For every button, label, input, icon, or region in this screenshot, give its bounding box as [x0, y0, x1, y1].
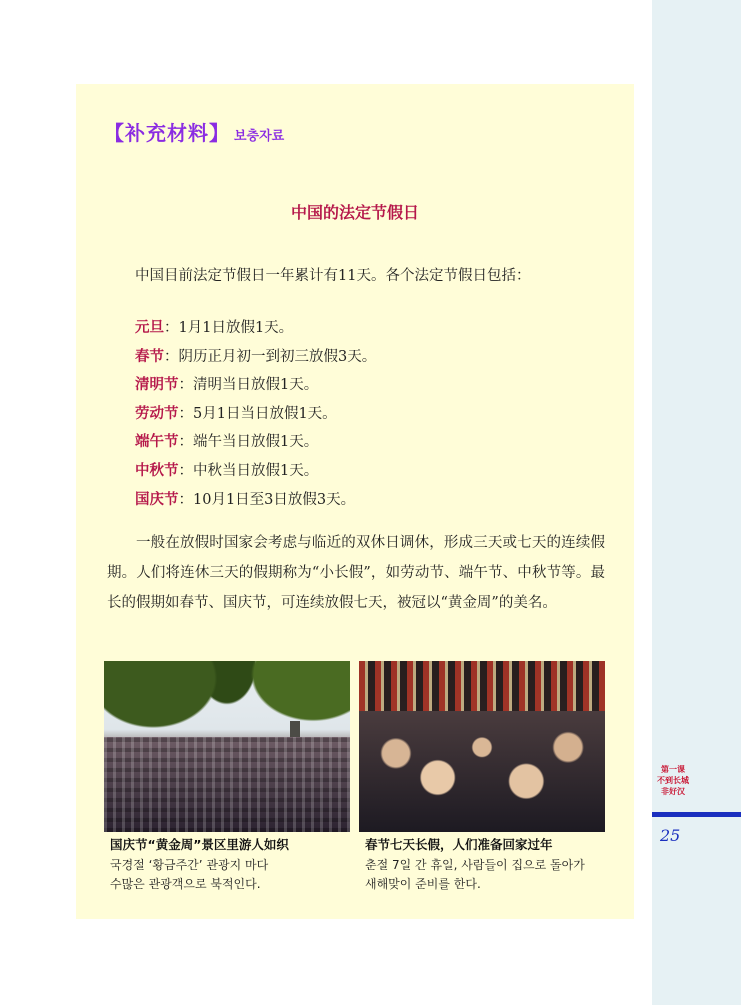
holiday-detail: 阴历正月初一到初三放假3天。: [178, 348, 377, 365]
holiday-separator: ：: [178, 405, 193, 422]
holiday-separator: ：: [178, 491, 193, 508]
holiday-detail: 1月1日放假1天。: [178, 320, 294, 336]
article-intro: 中国目前法定节假日一年累计有11天。各个法定节假日包括：: [135, 268, 531, 284]
caption-chinese: 春节七天长假，人们准备回家过年: [365, 837, 553, 852]
holiday-name: 端午节: [135, 434, 179, 451]
caption-korean-line2: 새해맞이 준비를 한다.: [365, 877, 481, 891]
page-number: 25: [660, 826, 681, 845]
holiday-detail: 10月1日至3日放假3天。: [193, 491, 356, 508]
photo-caption-2: [365, 834, 615, 894]
supplement-title: 【补充材料】: [104, 121, 230, 145]
travelers-shape: [359, 711, 605, 832]
lesson-label-line1: 第一课: [661, 765, 685, 774]
holiday-detail: 5月1日当日放假1天。: [193, 405, 337, 422]
holiday-name: 国庆节: [135, 491, 179, 508]
holiday-item: [135, 486, 376, 515]
holiday-separator: ：: [164, 348, 179, 365]
holiday-name: 清明节: [135, 377, 179, 394]
caption-korean-line1: 춘절 7일 간 휴일, 사람들이 집으로 돌아가: [365, 858, 585, 872]
holiday-separator: ：: [178, 462, 193, 479]
caption-korean-line2: 수많은 관광객으로 북적인다.: [110, 877, 261, 891]
photo-caption-1: [110, 834, 360, 894]
holiday-name: 元旦: [135, 320, 164, 336]
page-number-bar: [652, 812, 741, 817]
holiday-item: [135, 343, 376, 372]
side-strip: [652, 0, 741, 1005]
holiday-detail: 端午当日放假1天。: [193, 434, 319, 451]
holiday-name: 中秋节: [135, 462, 179, 479]
article-paragraph: 一般在放假时国家会考虑与临近的双休日调休，形成三天或七天的连续假期。人们将连休三天的假期称为“小长假”，如劳动节、端午节、中秋节等。最长的假期如春节、国庆节，可连续放假七天，被冠以“黄金周”的美名。: [107, 535, 605, 611]
holiday-name: 劳动节: [135, 405, 179, 422]
holiday-item: [135, 314, 376, 343]
photo-golden-week-crowd: [104, 661, 350, 832]
caption-korean-line1: 국경절 ‘황금주간’ 관광지 마다: [110, 858, 269, 872]
holiday-list: [135, 314, 376, 514]
holiday-detail: 中秋当日放假1天。: [193, 462, 319, 479]
lesson-label: [656, 764, 690, 797]
holiday-item: [135, 428, 376, 457]
station-lights-shape: [359, 661, 605, 711]
holiday-name: 春节: [135, 348, 164, 365]
caption-chinese: 国庆节“黄金周”景区里游人如织: [110, 837, 289, 852]
lesson-label-line2: 不到长城: [657, 776, 689, 785]
supplement-header: [104, 117, 284, 146]
holiday-item: [135, 400, 376, 429]
holiday-item: [135, 371, 376, 400]
lesson-label-line3: 非好汉: [661, 787, 685, 796]
holiday-separator: ：: [178, 434, 193, 451]
holiday-item: [135, 457, 376, 486]
holiday-detail: 清明当日放假1天。: [193, 377, 319, 394]
photo-spring-festival-travelers: [359, 661, 605, 832]
crowd-shape: [104, 737, 350, 832]
article-title: 中国的法定节假日: [290, 203, 419, 222]
holiday-separator: ：: [164, 320, 179, 336]
supplement-subtitle: 보충자료: [234, 129, 285, 144]
holiday-separator: ：: [178, 377, 193, 394]
